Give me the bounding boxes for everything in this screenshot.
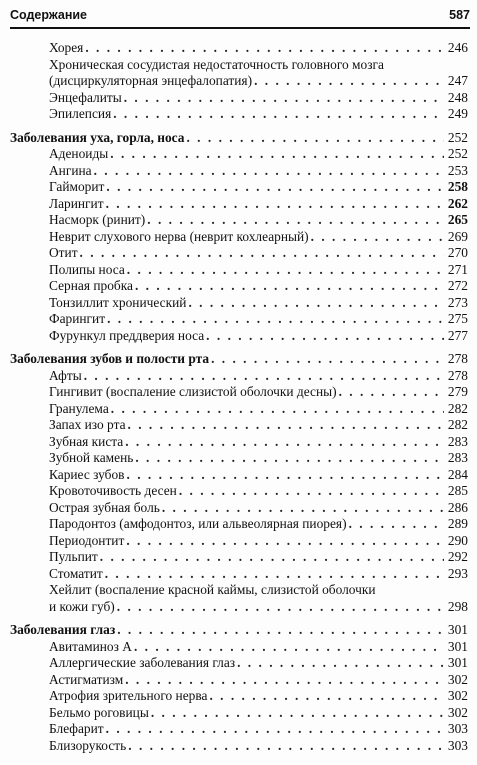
dot-leader [126, 533, 444, 550]
toc-entry [10, 500, 468, 517]
toc-entry-title: Зубная киста [49, 433, 124, 449]
toc-entry [10, 163, 468, 180]
toc-page-number: 248 [447, 89, 468, 105]
toc-entry [10, 295, 468, 312]
dot-leader [135, 278, 444, 295]
dot-leader [206, 328, 444, 345]
dot-leader [127, 467, 445, 484]
header-rule [10, 27, 470, 29]
toc-entry-title: Насморк (ринит) [49, 212, 146, 227]
toc-page-number: 246 [447, 40, 468, 55]
toc-entry [10, 450, 468, 467]
toc-entry [10, 467, 468, 484]
toc-section [10, 130, 468, 147]
dot-leader [106, 196, 444, 213]
toc-page-number: 303 [447, 737, 468, 753]
toc-entry-title: Близорукость [49, 737, 127, 753]
toc-page-number: 302 [447, 704, 468, 720]
toc-entry-title: Фурункул преддверия носа [49, 327, 205, 343]
dot-leader [110, 146, 444, 163]
toc-entry-title: Периодонтит [49, 532, 125, 548]
toc-page-number: 272 [447, 278, 468, 293]
toc-entry-title: Астигматизм [49, 671, 124, 687]
toc-page-number: 269 [447, 228, 468, 244]
toc-entry [10, 582, 468, 599]
toc-entry-title: Тонзиллит хронический [49, 294, 187, 310]
toc-entry-title: Эпилепсия [49, 106, 112, 121]
toc-entry [10, 533, 468, 550]
dot-leader [188, 295, 444, 312]
toc-page-number: 265 [447, 212, 468, 227]
toc-entry [10, 368, 468, 385]
toc-entry-title: Кариес зубов [49, 466, 125, 482]
toc-page-number: 283 [447, 450, 468, 465]
toc-section-title: Заболевания глаз [10, 622, 116, 637]
toc-page-number: 252 [447, 129, 468, 145]
toc-page-number: 253 [447, 162, 468, 178]
toc-entry-title: Хроническая сосудистая недостаточность головного мозга [49, 56, 384, 72]
dot-leader [134, 639, 444, 656]
toc-entry [10, 328, 468, 345]
toc-entry [10, 245, 468, 262]
toc-entry-title: Блефарит [49, 721, 104, 736]
toc-entry-title: Неврит слухового нерва (неврит кохлеарный) [49, 228, 309, 244]
dot-leader [125, 672, 444, 689]
toc-page-number: 285 [447, 483, 468, 498]
toc-entry-title: Авитаминоз А [49, 638, 132, 654]
toc-entry [10, 401, 468, 418]
toc-entry [10, 655, 468, 672]
toc-page-number: 277 [447, 327, 468, 343]
toc-section [10, 622, 468, 639]
toc-page-number: 289 [447, 516, 468, 531]
toc-entry [10, 278, 468, 295]
dot-leader [113, 106, 444, 123]
dot-leader [111, 401, 444, 418]
toc-entry-continuation [10, 599, 468, 616]
toc-page-number: 258 [447, 179, 468, 194]
toc-entry [10, 639, 468, 656]
dot-leader [147, 212, 444, 229]
toc-page-number: 278 [447, 367, 468, 383]
toc-entry [10, 549, 468, 566]
header-page-number: 587 [449, 8, 470, 22]
toc-entry [10, 146, 468, 163]
toc-entry [10, 483, 468, 500]
toc-entry [10, 40, 468, 57]
toc-entry-title: Серная пробка [49, 278, 133, 293]
toc-page-number: 284 [447, 466, 468, 482]
toc-entry [10, 417, 468, 434]
toc-entry-title: Гайморит [49, 179, 105, 194]
toc-page-number: 293 [447, 565, 468, 581]
toc-entry-title: Кровоточивость десен [49, 483, 177, 498]
toc-entry-title: Ангина [49, 162, 92, 178]
toc-page-number: 252 [447, 146, 468, 161]
dot-leader [186, 130, 444, 147]
toc-entry [10, 688, 468, 705]
toc-entry [10, 738, 468, 755]
toc-page-number: 301 [447, 638, 468, 654]
toc-entry-title: Хорея [49, 40, 84, 55]
toc-entry-title: Запах изо рта [49, 417, 126, 432]
toc-page-number: 301 [447, 655, 468, 670]
toc-page-number: 275 [447, 311, 468, 326]
toc-entry [10, 212, 468, 229]
dot-leader [209, 688, 444, 705]
toc-page-number: 298 [447, 598, 468, 614]
dot-leader [211, 351, 444, 368]
toc-page-number: 247 [447, 73, 468, 88]
toc-entry-title: Афты [49, 367, 82, 383]
dot-leader [84, 368, 444, 385]
toc-entry [10, 90, 468, 107]
dot-leader [128, 738, 444, 755]
dot-leader [94, 163, 444, 180]
toc-section [10, 351, 468, 368]
toc-page-number: 302 [447, 688, 468, 703]
toc-entry-title: и кожи губ) [49, 598, 115, 614]
toc-page-number: 279 [447, 384, 468, 399]
dot-leader [349, 516, 444, 533]
toc-entry-title: Гранулема [49, 400, 109, 416]
page-header [10, 7, 470, 27]
toc-entry-title: Гингивит (воспаление слизистой оболочки десны) [49, 384, 337, 399]
toc-entry [10, 106, 468, 123]
toc-entry-title: Энцефалиты [49, 89, 122, 105]
dot-leader [254, 73, 444, 90]
dot-leader [80, 245, 444, 262]
dot-leader [339, 384, 444, 401]
toc-entry-continuation [10, 73, 468, 90]
toc-entry-title: Бельмо роговицы [49, 704, 149, 720]
dot-leader [128, 417, 444, 434]
toc-entry-title: Острая зубная боль [49, 499, 160, 515]
toc-entry [10, 566, 468, 583]
toc-entry-title: Аденоиды [49, 146, 109, 161]
toc-entry-title: Фарингит [49, 311, 106, 326]
toc-entry [10, 229, 468, 246]
toc-page-number: 290 [447, 532, 468, 548]
toc-page-number: 282 [447, 417, 468, 432]
toc-entry [10, 434, 468, 451]
dot-leader [117, 599, 444, 616]
dot-leader [105, 566, 444, 583]
dot-leader [311, 229, 444, 246]
toc-entry-title: Зубной камень [49, 450, 134, 465]
toc-entry [10, 262, 468, 279]
header-title: Содержание [10, 8, 88, 22]
dot-leader [106, 179, 444, 196]
toc-entry [10, 311, 468, 328]
toc-page-number: 278 [447, 351, 468, 366]
toc-entry [10, 179, 468, 196]
dot-leader [124, 90, 444, 107]
toc-entry [10, 672, 468, 689]
toc-entry-title: (дисциркуляторная энцефалопатия) [49, 73, 253, 88]
toc-entry-title: Пульпит [49, 549, 98, 564]
toc-entry-title: Аллергические заболевания глаз [49, 655, 236, 670]
toc-entry-title: Стоматит [49, 565, 103, 581]
toc-entry [10, 196, 468, 213]
toc-page-number: 249 [447, 106, 468, 121]
toc-entry-title: Ларингит [49, 195, 104, 211]
dot-leader [117, 622, 444, 639]
dot-leader [127, 262, 444, 279]
toc-entry [10, 384, 468, 401]
toc-entry [10, 721, 468, 738]
toc-page-number: 302 [447, 671, 468, 687]
toc-page-number: 262 [447, 195, 468, 211]
toc-section-title: Заболевания уха, горла, носа [10, 129, 185, 145]
toc-page-number: 271 [447, 261, 468, 277]
dot-leader [179, 483, 444, 500]
toc-entry-title: Пародонтоз (амфодонтоз, или альвеолярная пиорея) [49, 516, 347, 531]
dot-leader [151, 705, 444, 722]
dot-leader [125, 434, 444, 451]
dot-leader [162, 500, 444, 517]
toc-page-number: 286 [447, 499, 468, 515]
toc-page-number: 273 [447, 294, 468, 310]
toc-page-number: 283 [447, 433, 468, 449]
toc-entry [10, 705, 468, 722]
table-of-contents [10, 40, 468, 754]
dot-leader [237, 655, 444, 672]
toc-entry-title: Атрофия зрительного нерва [49, 688, 208, 703]
toc-page-number: 282 [447, 400, 468, 416]
dot-leader [100, 549, 444, 566]
dot-leader [107, 311, 444, 328]
toc-entry-title: Отит [49, 245, 78, 260]
dot-leader [135, 450, 444, 467]
toc-page-number: 303 [447, 721, 468, 736]
toc-entry [10, 516, 468, 533]
dot-leader [106, 721, 444, 738]
toc-page-number: 292 [447, 549, 468, 564]
toc-section-title: Заболевания зубов и полости рта [10, 351, 210, 366]
toc-entry-title: Полипы носа [49, 261, 125, 277]
toc-entry [10, 57, 468, 74]
toc-entry-title: Хейлит (воспаление красной каймы, слизистой оболочки [49, 582, 376, 597]
toc-page-number: 301 [447, 622, 468, 637]
toc-page-number: 270 [447, 245, 468, 260]
dot-leader [85, 40, 444, 57]
